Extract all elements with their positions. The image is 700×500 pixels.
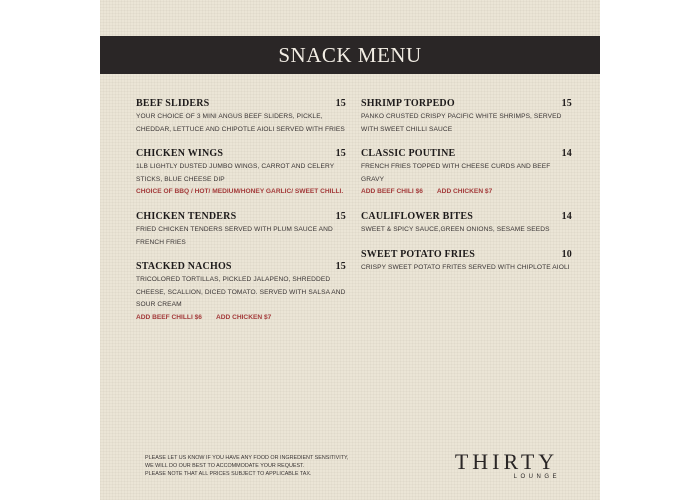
allergy-notice: [145, 454, 405, 479]
item-name: BEEF SLIDERS: [136, 98, 210, 109]
menu-title: SNACK MENU: [278, 42, 422, 67]
item-name: STACKED NACHOS: [136, 261, 232, 273]
logo-subtitle: LOUNGE: [513, 474, 560, 480]
item-price: 10: [561, 248, 572, 260]
addon-beef-chili: ADD BEEF CHILI $6: [361, 188, 423, 196]
addon-chicken: ADD CHICKEN $7: [215, 313, 272, 321]
item-name: CHICKEN WINGS: [136, 148, 224, 160]
item-description: TRICOLORED TORTILLAS, PICKLED JALAPENO, SHREDDED CHEESE, SCALLION, DICED TOMATO. SERVED WITH SALSA AND SOUR CREAM: [136, 276, 346, 309]
item-name: CAULIFLOWER BITES: [361, 210, 474, 222]
addon-row: [361, 186, 572, 199]
logo-wordmark: THIRTY: [454, 449, 559, 474]
notice-line: PLEASE NOTE THAT ALL PRICES SUBJECT TO APPLICABLE TAX.: [145, 471, 312, 478]
item-price: 15: [335, 98, 346, 109]
left-column: [136, 98, 346, 337]
item-name: SHRIMP TORPEDO: [361, 98, 455, 109]
item-name: CLASSIC POUTINE: [361, 148, 456, 160]
item-price: 15: [335, 148, 346, 160]
thirty-lounge-logo: [449, 450, 564, 480]
menu-item-sweet-potato-fries: [361, 249, 572, 275]
sauce-options: CHOICE OF BBQ / HOT/ MEDIUM/HONEY GARLIC/ SWEET CHILLI.: [136, 188, 344, 196]
item-price: 15: [335, 261, 346, 273]
item-description: YOUR CHOICE OF 3 MINI ANGUS BEEF SLIDERS, PICKLE, CHEDDAR, LETTUCE AND CHIPOTLE AIOLI SERVED WITH FRIES: [136, 113, 345, 133]
item-price: 14: [561, 148, 572, 160]
notice-line: PLEASE LET US KNOW IF YOU HAVE ANY FOOD OR INGREDIENT SENSITIVITY,: [145, 455, 349, 461]
item-price: 15: [335, 210, 346, 222]
item-description: SWEET & SPICY SAUCE,GREEN ONIONS, SESAME SEEDS: [361, 225, 550, 233]
menu-item-beef-sliders: [136, 98, 346, 136]
addon-row: [136, 312, 346, 325]
item-description: PANKO CRUSTED CRISPY PACIFIC WHITE SHRIMPS, SERVED WITH SWEET CHILLI SAUCE: [361, 113, 562, 133]
item-description: FRENCH FRIES TOPPED WITH CHEESE CURDS AND BEEF GRAVY: [361, 163, 551, 183]
item-description: 1LB LIGHTLY DUSTED JUMBO WINGS, CARROT AND CELERY STICKS, BLUE CHEESE DIP: [136, 163, 335, 183]
menu-item-cauliflower-bites: [361, 211, 572, 237]
menu-item-stacked-nachos: [136, 261, 346, 324]
item-description: FRIED CHICKEN TENDERS SERVED WITH PLUM SAUCE AND FRENCH FRIES: [136, 225, 333, 246]
item-price: 14: [561, 210, 572, 222]
menu-item-classic-poutine: [361, 148, 572, 199]
item-name: SWEET POTATO FRIES: [361, 248, 476, 260]
item-name: CHICKEN TENDERS: [136, 210, 237, 222]
notice-line: WE WILL DO OUR BEST TO ACCOMMODATE YOUR REQUEST.: [145, 463, 305, 470]
menu-item-chicken-wings: [136, 148, 346, 199]
addon-chicken: ADD CHICKEN $7: [436, 188, 493, 196]
menu-item-shrimp-torpedo: [361, 98, 572, 136]
title-banner: [100, 36, 600, 74]
menu-card: [100, 0, 600, 500]
item-description: CRISPY SWEET POTATO FRITES SERVED WITH CHIPLOTE AIOLI: [361, 263, 570, 271]
menu-item-chicken-tenders: [136, 211, 346, 249]
right-column: [361, 98, 572, 286]
item-price: 15: [561, 98, 572, 109]
addon-beef-chilli: ADD BEEF CHILLI $6: [136, 313, 202, 321]
